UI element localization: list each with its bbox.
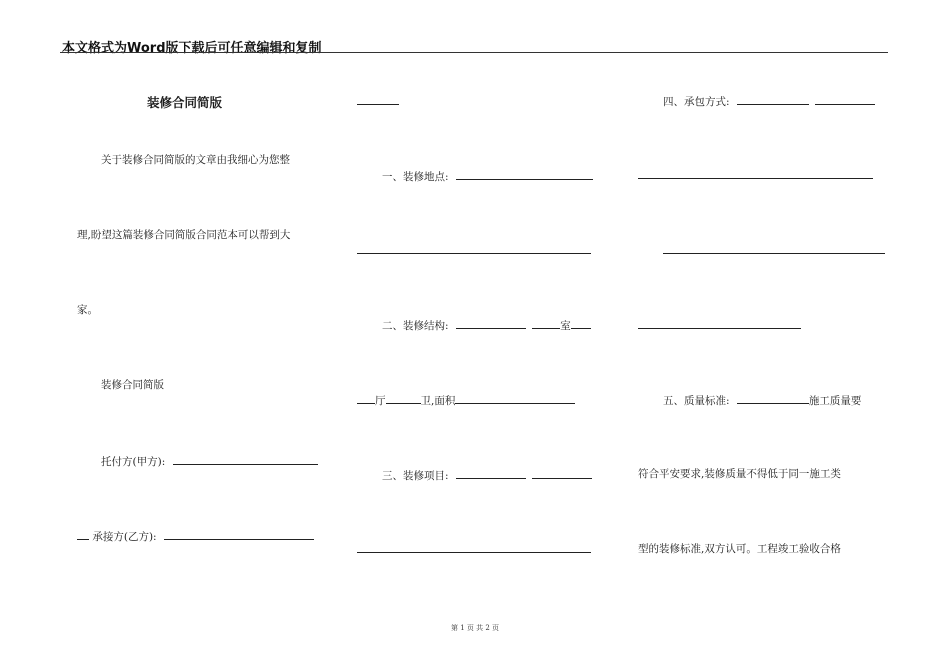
item4-line-3 (638, 328, 801, 329)
item3-continue-line (357, 552, 591, 553)
item5-label: 五、质量标准: (663, 395, 730, 407)
item3-blank-b (532, 468, 592, 479)
document-header: 本文格式为Word版下载后可任意编辑和复制 (62, 41, 322, 56)
item3-blank-a (456, 468, 526, 479)
section-subtitle: 装修合同简版 (101, 379, 164, 391)
quality-text-1: 符合平安要求,装修质量不得低于同一施工类 (638, 468, 841, 480)
item4-blank-a (737, 94, 809, 105)
item4-label: 四、承包方式: (663, 96, 730, 108)
item1-blank (456, 169, 593, 180)
page-number: 第 1 页 共 2 页 (450, 624, 500, 632)
bath-blank (386, 393, 421, 404)
intro-line-1: 关于装修合同简版的文章由我细心为您整 (101, 154, 290, 166)
party-a-row (101, 454, 318, 468)
quality-text-2: 型的装修标准,双方认可。工程竣工验收合格 (638, 543, 841, 555)
intro-line-2: 理,盼望这篇装修合同简版合同范本可以帮到大 (77, 229, 291, 241)
hall-label: 厅 (375, 395, 386, 407)
document-title: 装修合同简版 (147, 95, 223, 110)
party-b-row (77, 529, 314, 543)
item4-line-1 (638, 178, 873, 179)
item2-row (382, 318, 591, 332)
item3-label: 三、装修项目: (382, 470, 449, 482)
bath-area-label: 卫,面积 (420, 395, 456, 407)
header-divider (60, 52, 888, 53)
item1-continue-line (357, 253, 591, 254)
item5-blank (737, 393, 809, 404)
top-blank-line (357, 104, 399, 105)
party-a-blank (173, 454, 318, 465)
item4-row (663, 94, 875, 108)
item1-label: 一、装修地点: (382, 171, 449, 183)
item5-tail: 施工质量要 (808, 395, 862, 407)
item3-row (382, 468, 592, 482)
item4-line-2 (663, 253, 885, 254)
party-a-label: 托付方(甲方): (101, 456, 166, 468)
area-blank (455, 393, 575, 404)
item2-label: 二、装修结构: (382, 320, 449, 332)
party-b-blank (164, 529, 314, 540)
room-label: 室 (560, 320, 571, 332)
item4-blank-b (815, 94, 875, 105)
room-blank (571, 318, 591, 329)
party-b-lead-blank (77, 529, 89, 540)
item2-blank-a (456, 318, 526, 329)
item2-cont-row (357, 393, 575, 407)
item5-row (663, 393, 861, 407)
item1-row (382, 169, 593, 183)
intro-line-3: 家。 (77, 304, 98, 316)
hall-blank (357, 393, 375, 404)
item2-blank-b (532, 318, 560, 329)
party-b-label: 承接方(乙方): (92, 531, 157, 543)
